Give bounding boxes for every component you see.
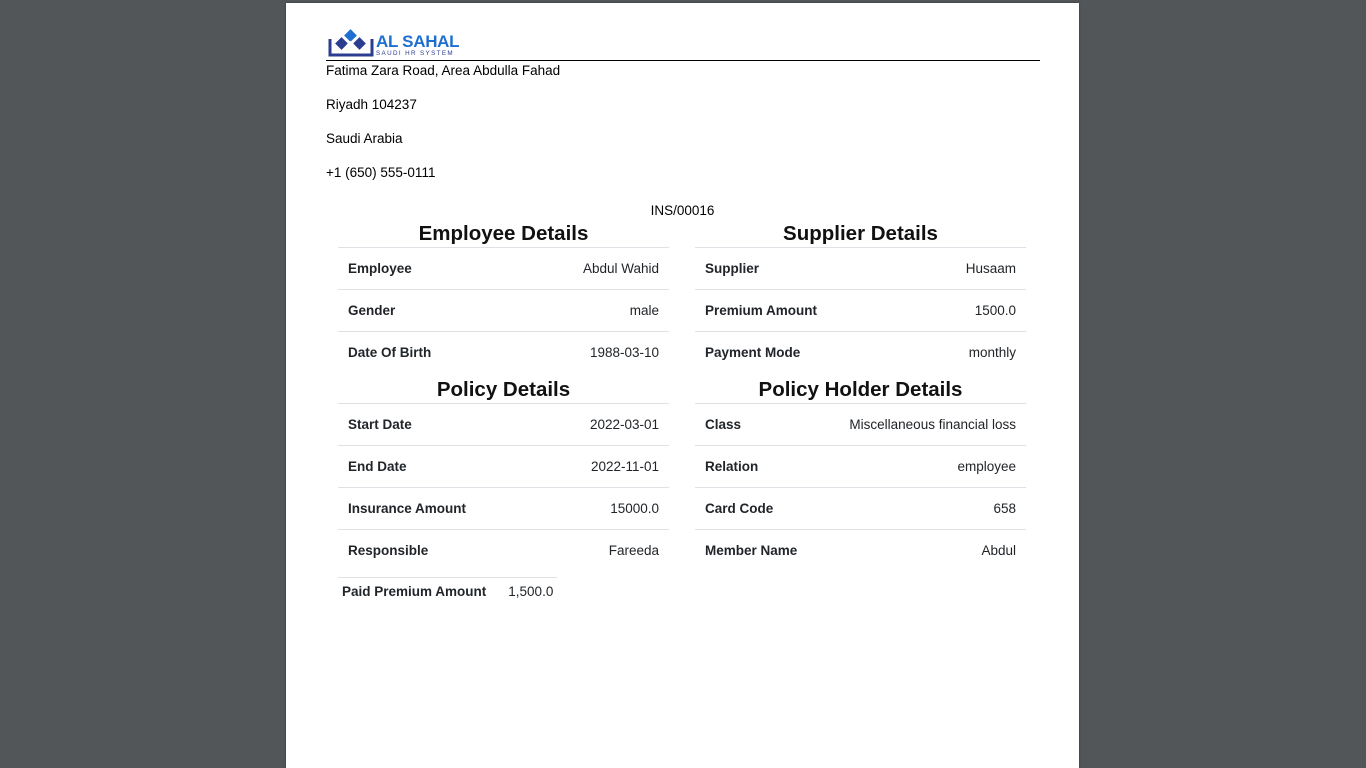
table-row xyxy=(338,290,669,332)
table-row xyxy=(338,404,669,446)
details-table xyxy=(695,247,1026,373)
company-logo xyxy=(328,25,459,57)
field-label: Payment Mode xyxy=(695,332,911,374)
table-row xyxy=(338,332,669,374)
field-value: 658 xyxy=(819,488,1026,530)
address-street: Fatima Zara Road, Area Abdulla Fahad xyxy=(326,63,561,78)
field-label: Supplier xyxy=(695,248,911,290)
field-value: 1988-03-10 xyxy=(509,332,669,374)
field-value: Abdul Wahid xyxy=(509,248,669,290)
field-value: 2022-03-01 xyxy=(539,404,669,446)
address-country: Saudi Arabia xyxy=(326,131,403,146)
table-row xyxy=(338,446,669,488)
field-label: Employee xyxy=(338,248,509,290)
table-row xyxy=(695,446,1026,488)
paid-premium-label: Paid Premium Amount xyxy=(342,583,487,599)
paid-premium-value: 1,500.0 xyxy=(508,583,554,599)
table-row xyxy=(695,530,1026,572)
table-row xyxy=(695,488,1026,530)
address-city: Riyadh 104237 xyxy=(326,97,417,112)
field-label: Card Code xyxy=(695,488,819,530)
field-label: Class xyxy=(695,404,819,446)
table-row xyxy=(338,530,669,572)
field-value: employee xyxy=(819,446,1026,488)
paid-premium-row xyxy=(338,577,557,604)
section-title: Employee Details xyxy=(418,222,589,245)
field-value: Abdul xyxy=(819,530,1026,572)
field-value: Husaam xyxy=(911,248,1026,290)
section-title: Supplier Details xyxy=(783,222,938,245)
field-label: Premium Amount xyxy=(695,290,911,332)
field-label: Responsible xyxy=(338,530,539,572)
field-label: Date Of Birth xyxy=(338,332,509,374)
report-page xyxy=(286,3,1079,768)
section-title: Policy Details xyxy=(436,378,571,401)
field-value: 1500.0 xyxy=(911,290,1026,332)
section-title: Policy Holder Details xyxy=(758,378,963,401)
address-phone: +1 (650) 555-0111 xyxy=(326,165,436,180)
field-value: 2022-11-01 xyxy=(539,446,669,488)
field-value: Miscellaneous financial loss xyxy=(819,404,1026,446)
table-row xyxy=(695,404,1026,446)
field-label: Relation xyxy=(695,446,819,488)
supplier-details-section xyxy=(695,224,1026,373)
document-reference: INS/00016 xyxy=(650,203,715,218)
policy-details-section xyxy=(338,380,669,571)
logo-title: AL SAHAL xyxy=(376,31,460,51)
table-row xyxy=(338,248,669,290)
policy-holder-details-section xyxy=(695,380,1026,571)
logo-subtitle: SAUDI HR SYSTEM xyxy=(376,49,454,57)
field-value: 15000.0 xyxy=(539,488,669,530)
field-value: monthly xyxy=(911,332,1026,374)
employee-details-section xyxy=(338,224,669,373)
table-row xyxy=(695,248,1026,290)
field-label: Insurance Amount xyxy=(338,488,539,530)
field-label: Start Date xyxy=(338,404,539,446)
details-table xyxy=(338,247,669,373)
table-row xyxy=(695,332,1026,374)
header-divider xyxy=(326,60,1040,61)
field-label: Member Name xyxy=(695,530,819,572)
field-label: End Date xyxy=(338,446,539,488)
logo-diamonds-icon xyxy=(328,27,374,57)
table-row xyxy=(338,488,669,530)
details-table xyxy=(695,403,1026,571)
field-value: male xyxy=(509,290,669,332)
field-label: Gender xyxy=(338,290,509,332)
field-value: Fareeda xyxy=(539,530,669,572)
company-address xyxy=(326,63,560,199)
details-table xyxy=(338,403,669,571)
table-row xyxy=(695,290,1026,332)
